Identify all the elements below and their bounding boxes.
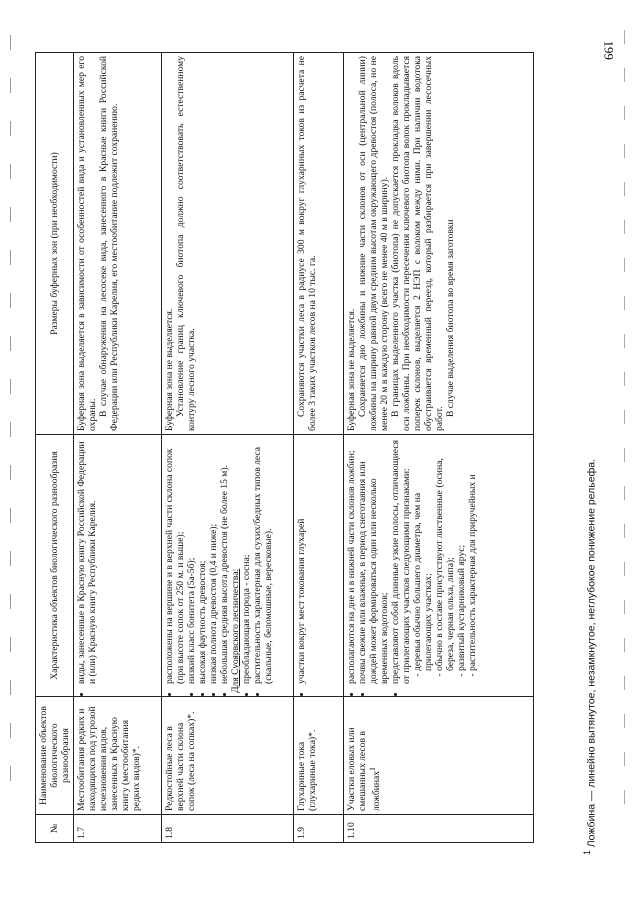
list-item: • небольшая средняя высота древостоя (не более 15 м). [219, 438, 230, 684]
list-item: • виды, занесенные в Красную книгу Российской Федерации и (или) Красную книгу Республики Карелия. [76, 438, 98, 684]
row-characteristics [294, 435, 344, 697]
table-row [162, 53, 294, 843]
list-item: - обычно в составе присутствуют лиственные (осина, береза, черная ольха, липа); [434, 438, 456, 671]
row-number: 1.8 [162, 815, 294, 843]
footnote-ref: 1 [368, 766, 378, 771]
list-item: • низкий класс бонитета (5а-5б); [186, 438, 197, 684]
row-buffer-size [162, 53, 294, 435]
header-num: № [36, 815, 74, 843]
subsection-title: Для Суоярвского лесничества: [230, 568, 242, 693]
footnote [582, 295, 598, 855]
list-item: • преобладающая порода - сосна; [241, 438, 252, 684]
row-characteristics [344, 435, 534, 697]
footnote-text: Ложбина — линейно вытянутое, незамкнутое, неглубокое понижение рельефа. [585, 459, 598, 848]
list-item: • участки вокруг мест токования глухарей [296, 438, 307, 684]
list-item: - развитый кустарниковый ярус; [456, 438, 467, 671]
paragraph: Буферная зона не выделяется. [346, 308, 358, 431]
header-buffer-size: Размеры буферных зон (при необходимости) [36, 53, 74, 435]
row-number: 1.7 [74, 815, 162, 843]
list-item: • представляют собой длинные узкие полосы, отличающиеся от прилегающих участков следующими признаками: [390, 438, 412, 684]
list-item: • растительность характерная для сухих/бедных типов леса (скальные, беломошные, вересковые). [252, 438, 274, 684]
row-name-text: Участки еловых или смешанных лесов в ложбинах [346, 727, 383, 811]
row-name [344, 697, 534, 815]
row-number: 1.9 [294, 815, 344, 843]
footnote-mark: 1 [582, 850, 592, 855]
header-name: Наименование объектов биологического разнообразия [36, 697, 74, 815]
paragraph: Сохраняется дно ложбины и нижние части склонов от оси (центральной линии) ложбины на ширину равной двум средним высотам окружающего древостоя (полоса, но не менее 20 м в каждую сторону (всего не менее 40 м в ширину). [357, 56, 391, 431]
row-buffer-size [74, 53, 162, 435]
table-header-row [36, 53, 74, 843]
biodiversity-table [35, 52, 534, 843]
list-item: - деревья обычно большего диаметра, чем на прилегающих участках; [412, 438, 434, 671]
paragraph: В границах выделенного участка (биотопа) не допускается прокладка волоков вдоль оси ложбины. При необходимости пересечения ключевого биотопа волок прокладывается поперек склонов, выделяется 2 НЭП с волоком между ними. При наличии водотока обустраивается временный переезд, который разбирается при завершении лесосечных работ. [390, 56, 446, 431]
list-item: • низкая полнота древостоя (0,4 и ниже); [208, 438, 219, 684]
row-number: 1.10 [344, 815, 534, 843]
list-item: • расположены на вершине и в верхней части склона сопок (при высоте сопок от 250 м. и выше); [164, 438, 186, 684]
table-row [74, 53, 162, 843]
header-characteristics: Характеристика объектов биологического разнообразия [36, 435, 74, 697]
rotated-table-container [35, 53, 570, 843]
paragraph: Установление границ ключевого биотопа должно соответствовать естественному контуру лесного участка. [175, 56, 198, 431]
table-row [344, 53, 534, 843]
row-buffer-size [294, 53, 344, 435]
list-item: • высокая фаутность древостоя; [197, 438, 208, 684]
table-row [294, 53, 344, 843]
paragraph: Сохраняются участки леса в радиусе 300 м вокруг глухариных токов из расчета не более 3 таких участков лесов на 10 тыс. га. [296, 56, 319, 431]
row-name: Местообитания редких и находящихся под угрозой исчезновения видов, занесенных в Красную книгу (местообитания редких видов)*. [74, 697, 162, 815]
paragraph: Буферная зона выделяется в зависимости от особенностей вида и установленных мер его охраны. [76, 56, 99, 431]
list-item: • почвы свежие или влажные, в период снеготаяния или дождей может формироваться один или несколько временных водотоков; [357, 438, 390, 684]
binder-marks [624, 30, 634, 828]
row-name: Глухариные тока (глухариные тока)*. [294, 697, 344, 815]
left-margin-marks [10, 35, 19, 809]
list-item: - растительность характерная для приручейных и [467, 438, 478, 671]
row-characteristics [162, 435, 294, 697]
paragraph: Буферная зона не выделяется. [164, 308, 176, 431]
list-item: • располагаются на дне и в нижней части склонов ложбин; [346, 438, 357, 684]
row-name: Редкостойные леса в верхней части склона сопок (леса на сопках)*. [162, 697, 294, 815]
page-number: 199 [601, 40, 616, 60]
paragraph: В случае обнаружения на лесосеке вида, занесенного в Красные книги Российской Федерации или Республики Карелия, его местообитание подлежит сохранению. [98, 56, 121, 431]
row-buffer-size [344, 53, 534, 435]
row-characteristics [74, 435, 162, 697]
paragraph: В случае выделения биотопа во время заготовки [445, 219, 457, 417]
